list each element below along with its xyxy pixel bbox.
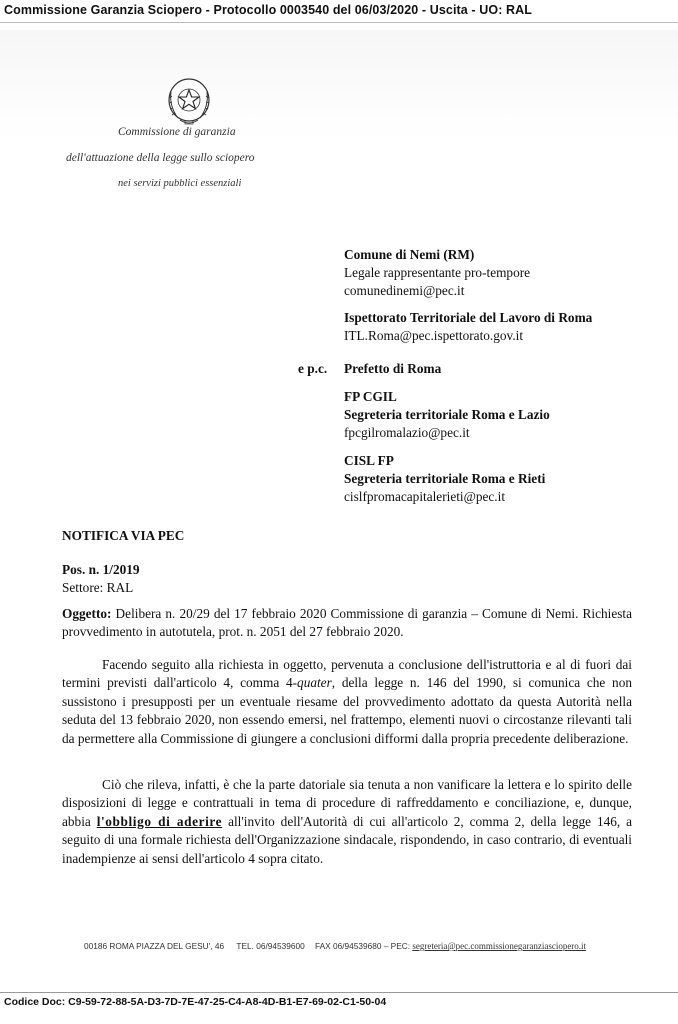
body-paragraph-1 [62, 656, 632, 748]
subject-label: Oggetto: [62, 606, 112, 621]
logo-line-2: dell'attuazione della legge sullo sciopero [66, 152, 255, 164]
notice-label: NOTIFICA VIA PEC [62, 528, 185, 543]
p1-emphasis: quater [297, 675, 332, 691]
recipient-1-name: Comune di Nemi (RM) [344, 247, 475, 262]
protocol-line: Commissione Garanzia Sciopero - Protocollo 0003540 del 06/03/2020 - Uscita - UO: RAL [4, 3, 533, 17]
body-paragraph-2 [62, 776, 632, 868]
logo-line-1: Commissione di garanzia [118, 126, 236, 138]
footer-address [84, 941, 586, 951]
position-number: Pos. n. 1/2019 [62, 562, 140, 577]
republic-emblem-icon [166, 76, 212, 128]
p1-text-b: , della legge n. 146 del 1990, si comunica che non sussistono i presupposti per un eventuale riesame del provvedimento adottato da questa Autorità nella seduta del 13 febbraio 2020, non essendo emersi, nel frattempo, elementi nuovi o circostanze rilevanti tali da permettere alla Commissione di giungere a conclusioni difformi dalla propria precedente deliberazione. [62, 675, 632, 746]
footer-fax: FAX 06/94539680 – PEC: [315, 941, 411, 951]
cc-2-email: fpcgilromalazio@pec.it [344, 425, 470, 440]
subject-paragraph [62, 605, 632, 642]
recipient-2-email: ITL.Roma@pec.ispettorato.gov.it [344, 328, 524, 343]
logo-line-3: nei servizi pubblici essenziali [118, 178, 242, 189]
document-code: Codice Doc: C9-59-72-88-5A-D3-7D-7E-47-25-C4-A8-4D-B1-E7-69-02-C1-50-04 [4, 996, 387, 1008]
footer-address-text: 00186 ROMA PIAZZA DEL GESU', 46 [84, 941, 225, 951]
header-divider [0, 22, 678, 23]
cc-2-subtitle: Segreteria territoriale Roma e Lazio [344, 407, 550, 422]
p2-text-b: all'invito dell'Autorità di cui all'articolo 2, comma 2, della legge 146, a seguito di una formale richiesta dell'Organizzazione sindacale, rispondendo, in caso contrario, di eventuali inadempienze ai sensi dell'articolo 4 sopra citato. [62, 813, 633, 866]
scan-shading [0, 30, 678, 140]
footer-pec-link[interactable]: segreteria@pec.commissionegaranziasciopero.it [412, 941, 587, 951]
cc-3-subtitle: Segreteria territoriale Roma e Rieti [344, 471, 546, 486]
cc-3-name: CISL FP [344, 453, 394, 468]
p2-strong: l'obbligo di aderire [96, 813, 223, 829]
recipient-1-role: Legale rappresentante pro-tempore [344, 265, 531, 280]
cc-3-email: cislfpromacapitalerieti@pec.it [344, 489, 506, 504]
recipient-2-name: Ispettorato Territoriale del Lavoro di Roma [344, 310, 593, 325]
p1-text-a: Facendo seguito alla richiesta in oggetto, pervenuta a conclusione dell'istruttoria e al di fuori dai termini previsti dall'articolo 4, comma 4- [62, 657, 632, 691]
sector-label: Settore: RAL [62, 580, 134, 595]
cc-label: e p.c. [298, 361, 328, 376]
p2-text-a: Ciò che rileva, infatti, è che la parte datoriale sia tenuta a non vanificare la lettera e lo spirito delle disposizioni di legge e contrattuali in tema di procedure di raffreddamento e conciliazione, e, dunque, abbia [62, 777, 632, 829]
recipient-1-email: comunedinemi@pec.it [344, 283, 465, 298]
subject-text: Delibera n. 20/29 del 17 febbraio 2020 Commissione di garanzia – Comune di Nemi. Richiesta provvedimento in autotutela, prot. n. 2051 del 27 febbraio 2020. [62, 606, 632, 640]
cc-2-name: FP CGIL [344, 389, 397, 404]
footer-tel: TEL. 06/94539600 [236, 941, 305, 951]
cc-1-name: Prefetto di Roma [344, 361, 442, 376]
codice-divider [0, 992, 678, 993]
